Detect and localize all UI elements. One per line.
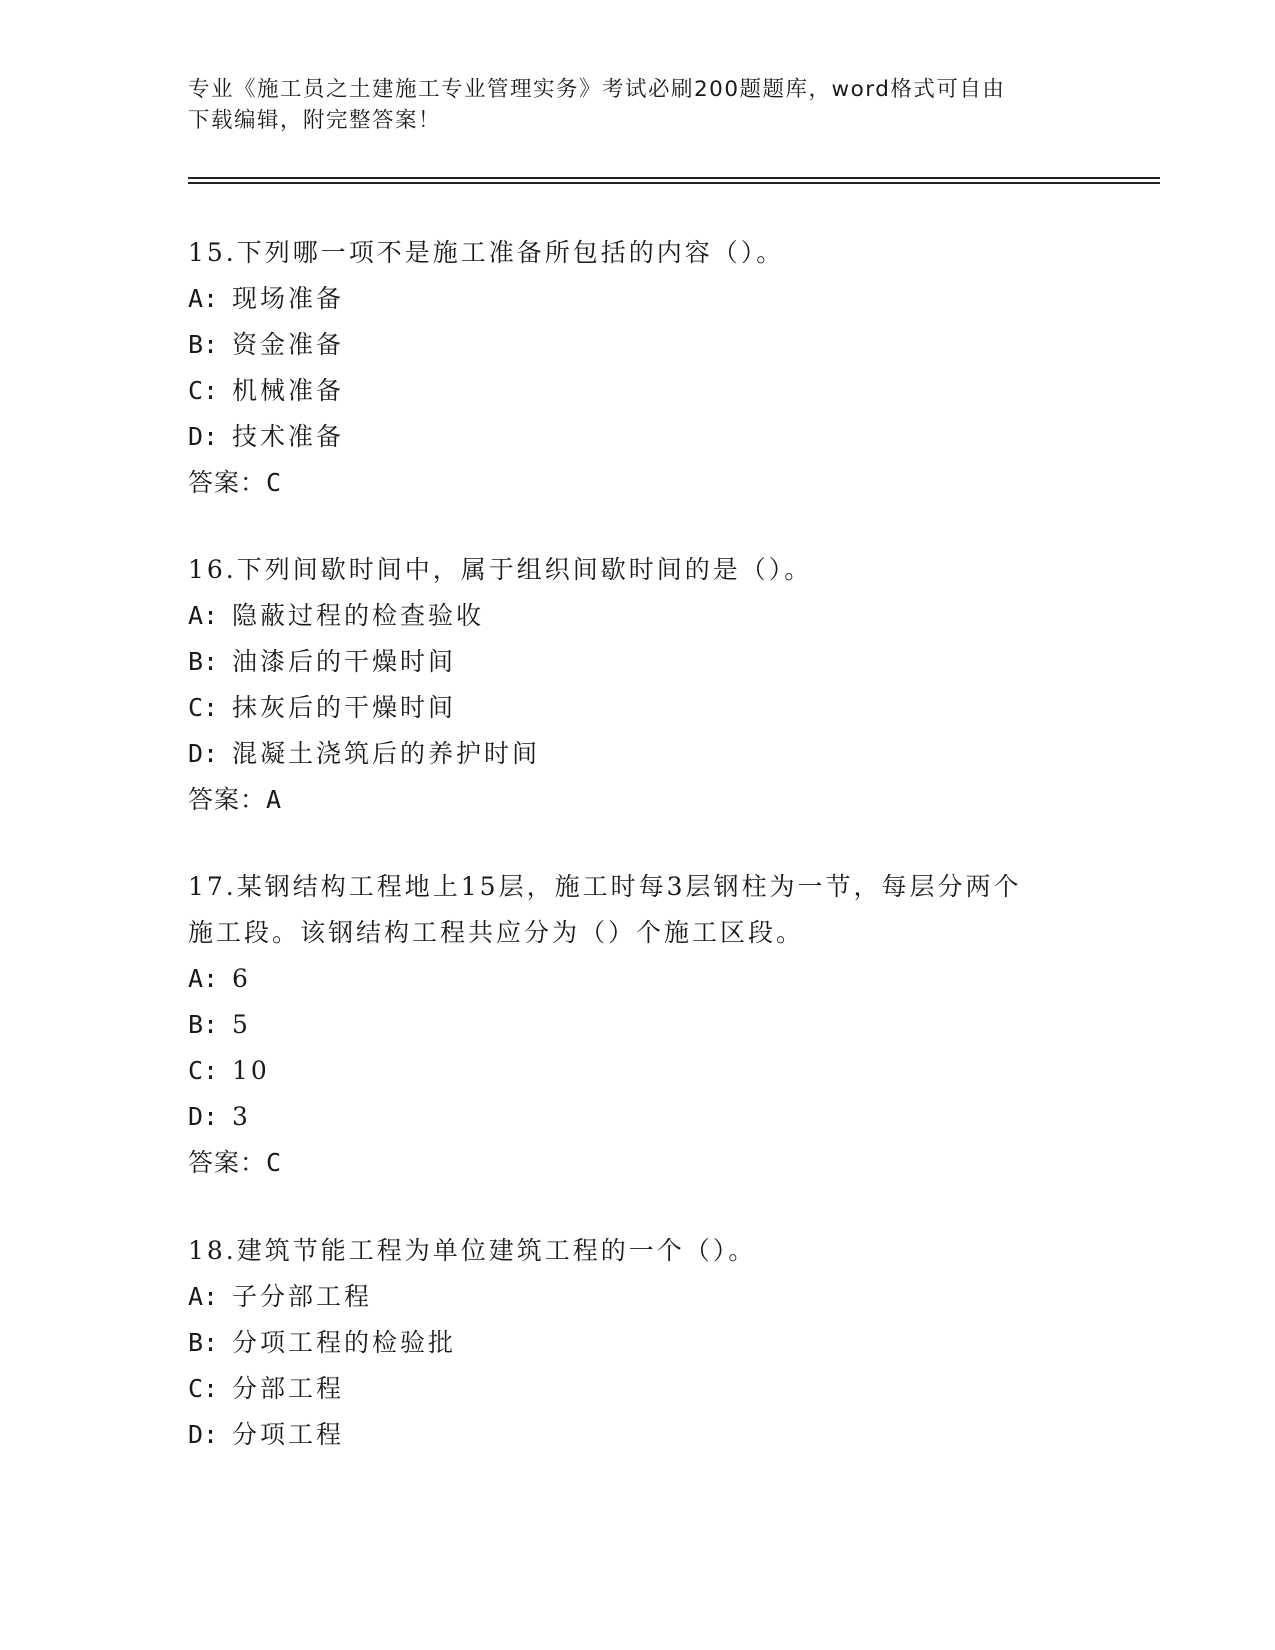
- option-text: 混凝土浇筑后的养护时间: [232, 739, 541, 768]
- option-key: B:: [188, 330, 219, 359]
- answer-label: 答案：: [188, 1148, 267, 1177]
- answer-value: C: [266, 1148, 283, 1177]
- option-key: C:: [188, 376, 219, 405]
- option-c: [188, 1366, 1088, 1412]
- option-c: [188, 1048, 1088, 1094]
- option-text: 资金准备: [232, 330, 345, 359]
- option-text: 子分部工程: [232, 1282, 373, 1311]
- header-divider-top: [188, 177, 1160, 179]
- option-text: 抹灰后的干燥时间: [232, 693, 457, 722]
- option-text: 油漆后的干燥时间: [232, 647, 457, 676]
- answer-value: C: [266, 468, 283, 497]
- option-text: 分项工程: [232, 1420, 345, 1449]
- option-key: A:: [188, 601, 219, 630]
- option-c: [188, 368, 1088, 414]
- option-key: D:: [188, 422, 219, 451]
- option-text: 3: [232, 1102, 251, 1131]
- option-a: [188, 1274, 1088, 1320]
- option-c: [188, 685, 1088, 731]
- option-b: [188, 1002, 1088, 1048]
- question-stem: 16.下列间歇时间中，属于组织间歇时间的是（）。: [188, 555, 813, 584]
- header-line-1: 专业《施工员之土建施工专业管理实务》考试必刷200题题库，word格式可自由: [188, 77, 1006, 102]
- option-key: C:: [188, 693, 219, 722]
- option-key: D:: [188, 1420, 219, 1449]
- option-d: [188, 731, 1088, 777]
- option-text: 10: [232, 1056, 270, 1085]
- answer-label: 答案：: [188, 468, 267, 497]
- option-text: 分部工程: [232, 1374, 345, 1403]
- answer-line: [188, 777, 1088, 823]
- option-key: A:: [188, 1282, 219, 1311]
- option-a: [188, 593, 1088, 639]
- option-text: 6: [232, 964, 251, 993]
- answer-line: [188, 1140, 1088, 1186]
- question-16: [188, 547, 1088, 823]
- option-text: 技术准备: [232, 422, 345, 451]
- question-15: [188, 230, 1088, 506]
- option-key: A:: [188, 964, 219, 993]
- option-b: [188, 639, 1088, 685]
- option-key: B:: [188, 1328, 219, 1357]
- option-key: C:: [188, 1056, 219, 1085]
- option-text: 隐蔽过程的检查验收: [232, 601, 485, 630]
- option-d: [188, 414, 1088, 460]
- question-17: [188, 864, 1088, 1186]
- option-key: D:: [188, 739, 219, 768]
- option-key: B:: [188, 1010, 219, 1039]
- option-d: [188, 1094, 1088, 1140]
- answer-line: [188, 460, 1088, 506]
- option-key: B:: [188, 647, 219, 676]
- header-divider-bottom: [188, 182, 1160, 184]
- answer-value: A: [266, 785, 283, 814]
- option-a: [188, 956, 1088, 1002]
- question-stem: 18.建筑节能工程为单位建筑工程的一个（）。: [188, 1236, 757, 1265]
- question-18: [188, 1228, 1088, 1458]
- option-text: 机械准备: [232, 376, 345, 405]
- option-key: D:: [188, 1102, 219, 1131]
- option-d: [188, 1412, 1088, 1458]
- question-stem-line-2: 施工段。该钢结构工程共应分为（）个施工区段。: [188, 918, 805, 947]
- question-stem: 15.下列哪一项不是施工准备所包括的内容（）。: [188, 238, 785, 267]
- question-stem-line-1: 17.某钢结构工程地上15层，施工时每3层钢柱为一节，每层分两个: [188, 872, 1022, 901]
- option-a: [188, 276, 1088, 322]
- answer-label: 答案：: [188, 785, 267, 814]
- option-text: 现场准备: [232, 284, 345, 313]
- option-b: [188, 1320, 1088, 1366]
- option-key: C:: [188, 1374, 219, 1403]
- option-text: 分项工程的检验批: [232, 1328, 457, 1357]
- option-key: A:: [188, 284, 219, 313]
- option-text: 5: [232, 1010, 251, 1039]
- header-line-2: 下载编辑，附完整答案！: [188, 108, 442, 133]
- option-b: [188, 322, 1088, 368]
- document-header: [188, 74, 1068, 136]
